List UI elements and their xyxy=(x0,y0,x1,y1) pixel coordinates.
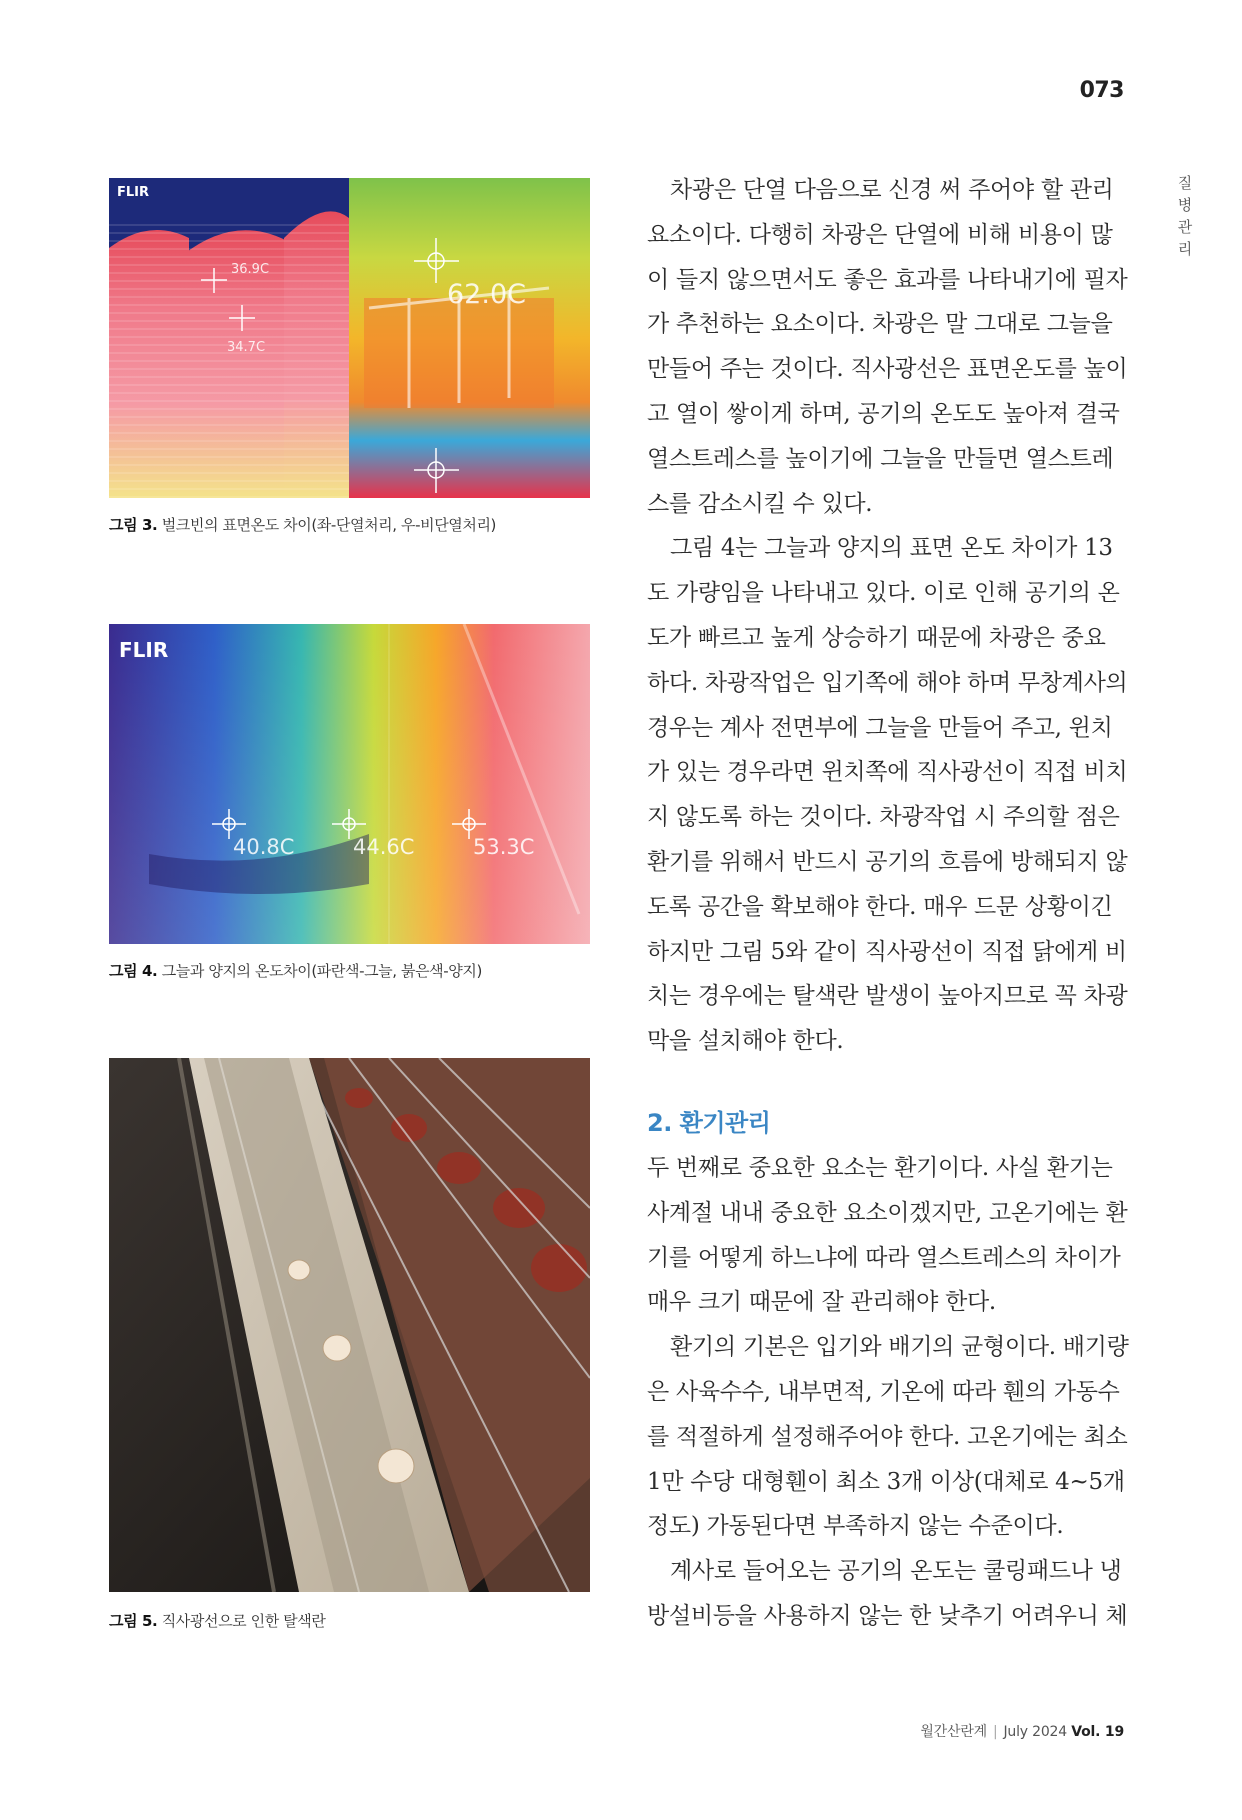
text-line: 1만 수당 대형휀이 최소 3개 이상(대체로 4~5개 xyxy=(647,1468,1125,1495)
text-line: 고 열이 쌓이게 하며, 공기의 온도도 높아져 결국 xyxy=(647,400,1120,427)
text-line: 환기를 위해서 반드시 공기의 흐름에 방해되지 않 xyxy=(647,848,1128,875)
text-line: 두 번째로 중요한 요소는 환기이다. 사실 환기는 xyxy=(647,1155,1113,1181)
magazine-name: 월간산란계 xyxy=(920,1724,987,1740)
footer-separator: | xyxy=(992,1724,998,1740)
paragraph xyxy=(647,1549,1128,1639)
figure-4-thermal-image xyxy=(109,624,590,944)
temperature-label: 40.8C xyxy=(233,835,295,859)
body-text-ventilation xyxy=(647,1146,1128,1639)
text-line: 차광은 단열 다음으로 신경 써 주어야 할 관리 xyxy=(670,177,1114,203)
text-line: 사계절 내내 중요한 요소이겠지만, 고온기에는 환 xyxy=(647,1199,1128,1226)
caption-label: 그림 4. xyxy=(109,962,158,980)
caption-text: 벌크빈의 표면온도 차이(좌-단열처리, 우-비단열처리) xyxy=(157,516,497,534)
temperature-label: 44.6C xyxy=(353,835,415,859)
text-line: 하다. 차광작업은 입기쪽에 해야 하며 무창계사의 xyxy=(647,669,1128,696)
text-line: 가 추천하는 요소이다. 차광은 말 그대로 그늘을 xyxy=(647,311,1113,338)
page-number: 073 xyxy=(1079,78,1124,103)
figure-5-caption xyxy=(109,1610,325,1631)
text-line: 정도) 가동된다면 부족하지 않는 수준이다. xyxy=(647,1513,1064,1540)
text-line: 계사로 들어오는 공기의 온도는 쿨링패드나 냉 xyxy=(670,1558,1122,1585)
text-line: 도가 빠르고 높게 상승하기 때문에 차광은 중요 xyxy=(647,624,1106,651)
text-line: 그림 4는 그늘과 양지의 표면 온도 차이가 13 xyxy=(670,535,1113,562)
text-line: 가 있는 경우라면 윈치쪽에 직사광선이 직접 비치 xyxy=(647,759,1128,786)
issue-date: July 2024 xyxy=(1003,1724,1067,1740)
text-line: 환기의 기본은 입기와 배기의 균형이다. 배기량 xyxy=(670,1334,1129,1361)
figure-3-thermal-image xyxy=(109,178,590,498)
text-line: 치는 경우에는 탈색란 발생이 높아지므로 꼭 차광 xyxy=(647,983,1128,1010)
text-line: 매우 크기 때문에 잘 관리해야 한다. xyxy=(647,1289,996,1316)
text-line: 이 들지 않으면서도 좋은 효과를 나타내기에 필자 xyxy=(647,266,1128,293)
side-tab-char: 관 xyxy=(1177,218,1193,236)
figure-5-cage-photo xyxy=(109,1058,590,1592)
text-line: 방설비등을 사용하지 않는 한 낮추기 어려우니 체 xyxy=(647,1602,1128,1629)
volume-number: Vol. 19 xyxy=(1071,1724,1124,1740)
text-line: 도록 공간을 확보해야 한다. 매우 드문 상황이긴 xyxy=(647,893,1113,920)
side-tab-char: 질 xyxy=(1177,174,1193,192)
figure-4-caption xyxy=(109,960,482,981)
text-line: 도 가량임을 나타내고 있다. 이로 인해 공기의 온 xyxy=(647,580,1120,607)
caption-text: 그늘과 양지의 온도차이(파란색-그늘, 붉은색-양지) xyxy=(157,962,482,980)
text-line: 경우는 계사 전면부에 그늘을 만들어 주고, 윈치 xyxy=(647,714,1113,741)
temperature-label: 34.7C xyxy=(227,340,266,355)
text-line: 를 적절하게 설정해주어야 한다. 고온기에는 최소 xyxy=(647,1423,1128,1450)
text-line: 은 사육수수, 내부면적, 기온에 따라 휀의 가동수 xyxy=(647,1378,1120,1405)
side-tab-char: 리 xyxy=(1177,240,1193,258)
temperature-label: 62.0C xyxy=(447,279,526,310)
side-tab-char: 병 xyxy=(1177,196,1193,214)
section-side-tab xyxy=(1175,172,1195,260)
caption-text: 직사광선으로 인한 탈색란 xyxy=(157,1612,326,1630)
temperature-label: 53.3C xyxy=(473,835,535,859)
flir-logo: FLIR xyxy=(117,185,150,200)
figure-3-caption xyxy=(109,514,496,535)
paragraph xyxy=(647,1146,1128,1325)
paragraph xyxy=(647,526,1128,1064)
text-line: 기를 어떻게 하느냐에 따라 열스트레스의 차이가 xyxy=(647,1244,1121,1271)
text-line: 지 않도록 하는 것이다. 차광작업 시 주의할 점은 xyxy=(647,804,1120,831)
text-line: 하지만 그림 5와 같이 직사광선이 직접 닭에게 비 xyxy=(647,938,1127,965)
paragraph xyxy=(647,168,1128,526)
paragraph xyxy=(647,1325,1128,1549)
body-text-shading xyxy=(647,168,1128,1064)
page-footer xyxy=(920,1721,1124,1741)
text-line: 만들어 주는 것이다. 직사광선은 표면온도를 높이 xyxy=(647,356,1128,383)
caption-label: 그림 3. xyxy=(109,516,158,534)
text-line: 요소이다. 다행히 차광은 단열에 비해 비용이 많 xyxy=(647,221,1113,248)
caption-label: 그림 5. xyxy=(109,1612,158,1630)
flir-logo: FLIR xyxy=(119,638,169,662)
section-heading: 2. 환기관리 xyxy=(647,1109,771,1137)
text-line: 스를 감소시킬 수 있다. xyxy=(647,490,873,517)
text-line: 열스트레스를 높이기에 그늘을 만들면 열스트레 xyxy=(647,445,1114,472)
temperature-label: 36.9C xyxy=(231,262,270,277)
text-line: 막을 설치해야 한다. xyxy=(647,1028,844,1055)
